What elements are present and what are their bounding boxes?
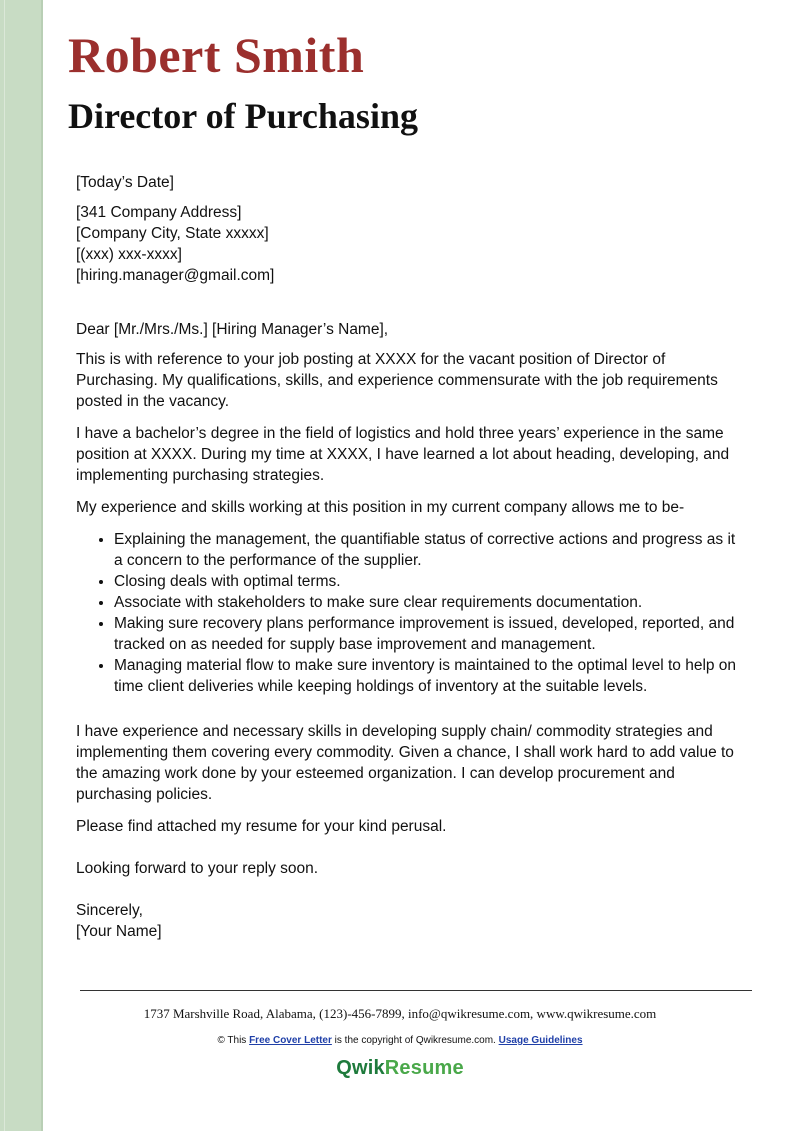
body-paragraph: I have experience and necessary skills in developing supply chain/ commodity strategies and implementing them covering every commodity. Given a chance, I shall work hard to add value to the amazing work done by your esteemed organization. I can develop procurement and purchasing policies. <box>76 723 734 803</box>
address-line: [Company City, State xxxxx] <box>76 225 269 242</box>
address-line: [341 Company Address] <box>76 204 242 221</box>
copyright-notice <box>0 1035 800 1046</box>
list-item: • Explaining the management, the quantifiable status of corrective actions and progress as it a concern to the performance of the supplier. <box>114 529 746 571</box>
footer-contact: 1737 Marshville Road, Alabama, (123)-456-7899, info@qwikresume.com, www.qwikresume.com <box>143 1006 657 1021</box>
logo-text-resume: Resume <box>384 1057 464 1079</box>
body-paragraph: I have a bachelor’s degree in the field of logistics and hold three years’ experience in the same position at XXXX. During my time at XXXX, I have learned a lot about heading, developing, and implementing purchasing strategies. <box>76 425 730 484</box>
signature: [Your Name] <box>76 923 162 940</box>
side-bar-edge <box>4 0 5 1131</box>
address-line: [hiring.manager@gmail.com] <box>76 267 275 284</box>
recipient-address <box>76 202 746 286</box>
usage-guidelines-link[interactable]: Usage Guidelines <box>498 1035 583 1046</box>
body-paragraph: Looking forward to your reply soon. <box>76 860 319 877</box>
signoff: Sincerely, <box>76 902 143 919</box>
qwikresume-logo[interactable] <box>0 1057 800 1080</box>
body-paragraph: My experience and skills working at this position in my current company allows me to be- <box>76 499 685 516</box>
list-item: • Managing material flow to make sure inventory is maintained to the optimal level to help on time client deliveries while keeping holdings of inventory at the suitable levels. <box>114 655 746 697</box>
logo-text-qwik: Qwik <box>336 1057 385 1079</box>
copyright-prefix: © This <box>217 1035 250 1046</box>
list-item: • Closing deals with optimal terms. <box>114 571 746 592</box>
skills-list <box>76 529 746 697</box>
body-paragraph: This is with reference to your job posting at XXXX for the vacant position of Director of Purchasing. My qualifications, skills, and experience commensurate with the job requirements posted in the vacancy. <box>76 351 718 410</box>
list-item: • Associate with stakeholders to make sure clear requirements documentation. <box>114 592 746 613</box>
body-paragraph: Please find attached my resume for your kind perusal. <box>76 818 447 835</box>
decorative-side-bar <box>0 0 43 1131</box>
job-title: Director of Purchasing <box>68 96 418 136</box>
salutation: Dear [Mr./Mrs./Ms.] [Hiring Manager’s Name], <box>76 321 389 338</box>
applicant-name: Robert Smith <box>68 27 365 83</box>
free-cover-letter-link[interactable]: Free Cover Letter <box>249 1035 332 1046</box>
address-line: [(xxx) xxx-xxxx] <box>76 246 182 263</box>
letter-body <box>76 172 746 942</box>
footer-divider <box>80 990 752 991</box>
letter-date: [Today’s Date] <box>76 174 174 191</box>
copyright-middle: is the copyright of Qwikresume.com. <box>331 1035 499 1046</box>
list-item: • Making sure recovery plans performance improvement is issued, developed, reported, and tracked on as needed for supply base improvement and management. <box>114 613 746 655</box>
